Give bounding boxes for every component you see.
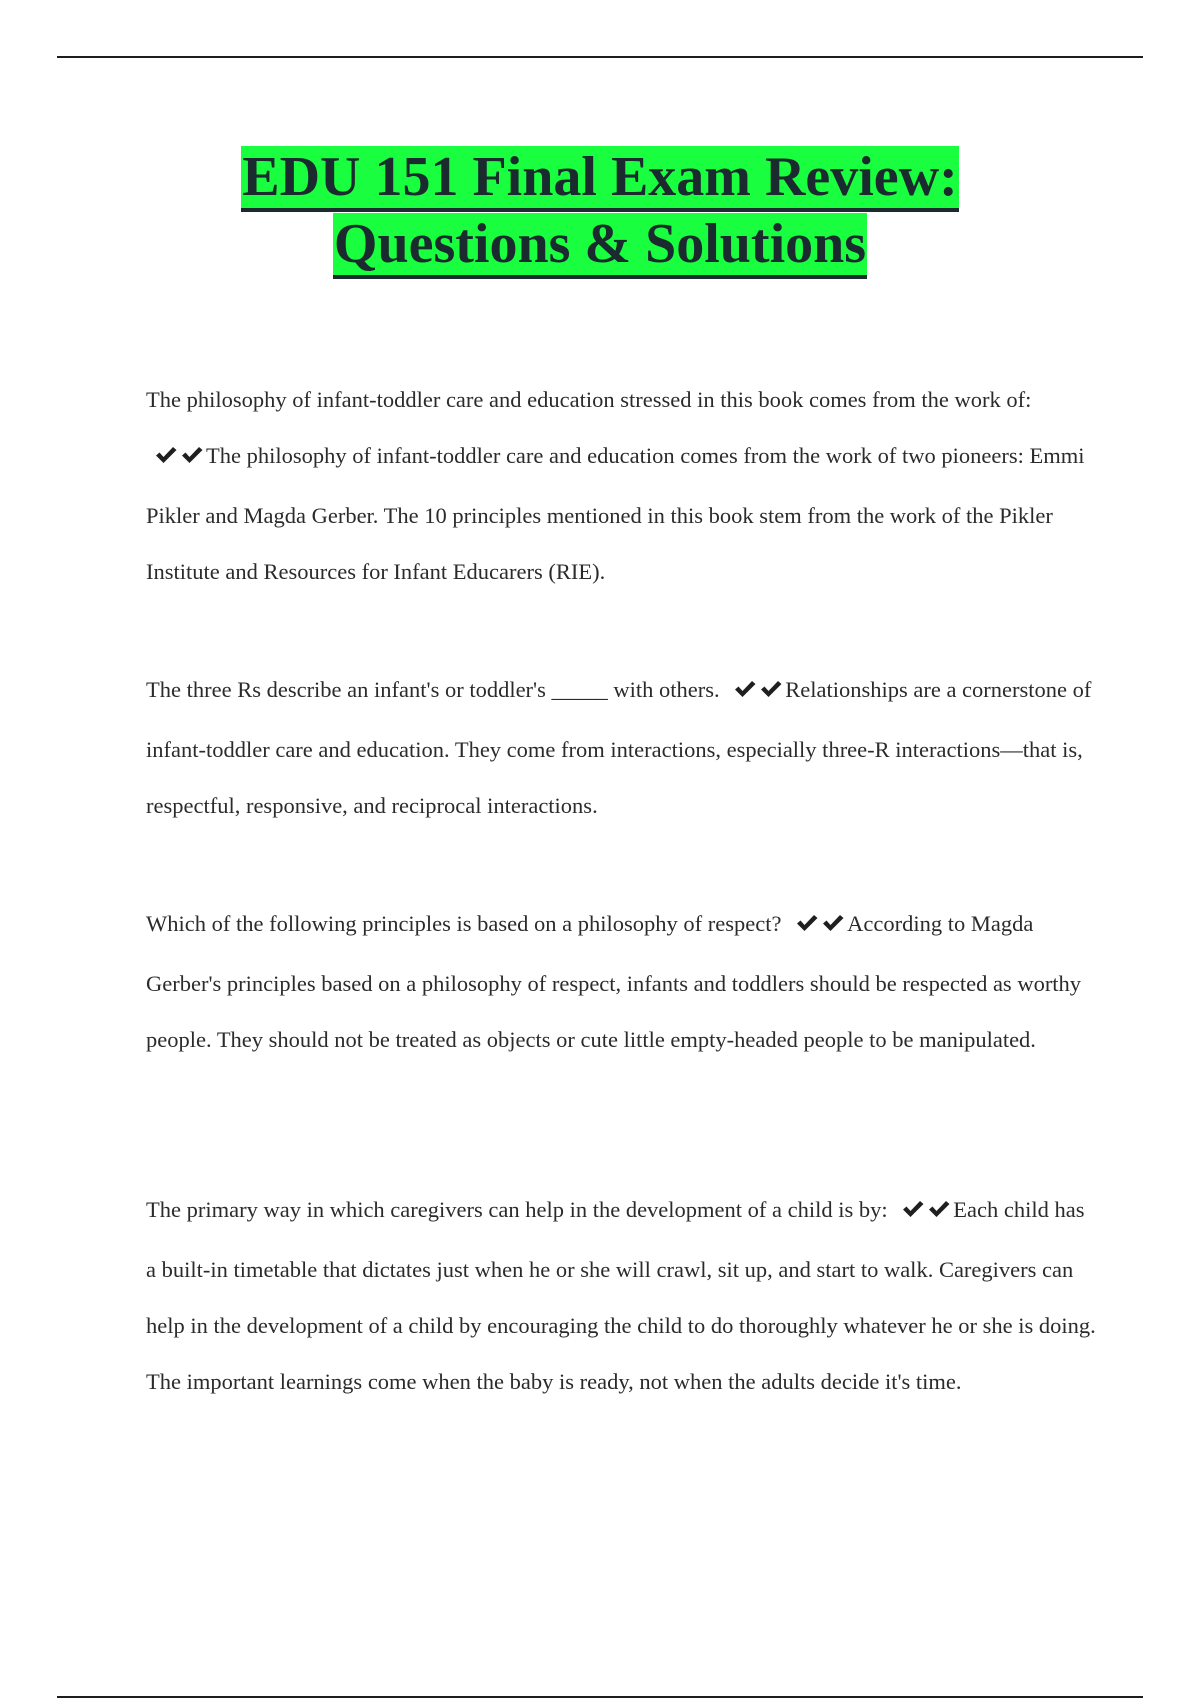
answer-marker (795, 900, 847, 956)
answer-marker (154, 432, 206, 488)
question-text: The three Rs describe an infant's or toddler's _____ with others. (146, 677, 720, 702)
qa-item (146, 372, 1096, 600)
check-icon (180, 445, 206, 467)
title-line-2: Questions & Solutions (333, 213, 867, 279)
check-icon (759, 679, 785, 701)
answer-text: Each child has a built-in timetable that dictates just when he or she will crawl, sit up, and start to walk. Caregivers can help in the development of a child by encouraging the child to do thoroughly whatever he or she is doing. The important learnings come when the baby is ready, not when the adults decide it's time. (146, 1197, 1096, 1394)
question-text: The philosophy of infant-toddler care and education stressed in this book comes from the work of: (146, 387, 1032, 412)
title-line-1: EDU 151 Final Exam Review: (241, 146, 959, 212)
top-rule (57, 56, 1143, 58)
answer-marker (901, 1186, 953, 1242)
page-title (0, 146, 1200, 279)
bottom-rule (57, 1696, 1143, 1698)
answer-text: The philosophy of infant-toddler care and education comes from the work of two pioneers: Emmi Pikler and Magda Gerber. The 10 principles mentioned in this book stem from the work of the Pikler Institute and Resources for Infant Educarers (RIE). (146, 443, 1085, 584)
qa-item (146, 1182, 1096, 1410)
check-icon (154, 445, 180, 467)
answer-text: Relationships are a cornerstone of infant-toddler care and education. They come from interactions, especially three-R interactions—that is, respectful, responsive, and reciprocal interactions. (146, 677, 1092, 818)
answer-marker (733, 666, 785, 722)
qa-item (146, 896, 1096, 1068)
question-text: The primary way in which caregivers can help in the development of a child is by: (146, 1197, 888, 1222)
check-icon (821, 913, 847, 935)
qa-item (146, 662, 1096, 834)
check-icon (733, 679, 759, 701)
question-text: Which of the following principles is based on a philosophy of respect? (146, 911, 782, 936)
check-icon (927, 1199, 953, 1221)
check-icon (795, 913, 821, 935)
answer-text: According to Magda Gerber's principles based on a philosophy of respect, infants and toddlers should be respected as worthy people. They should not be treated as objects or cute little empty-headed people to be manipulated. (146, 911, 1082, 1052)
check-icon (901, 1199, 927, 1221)
